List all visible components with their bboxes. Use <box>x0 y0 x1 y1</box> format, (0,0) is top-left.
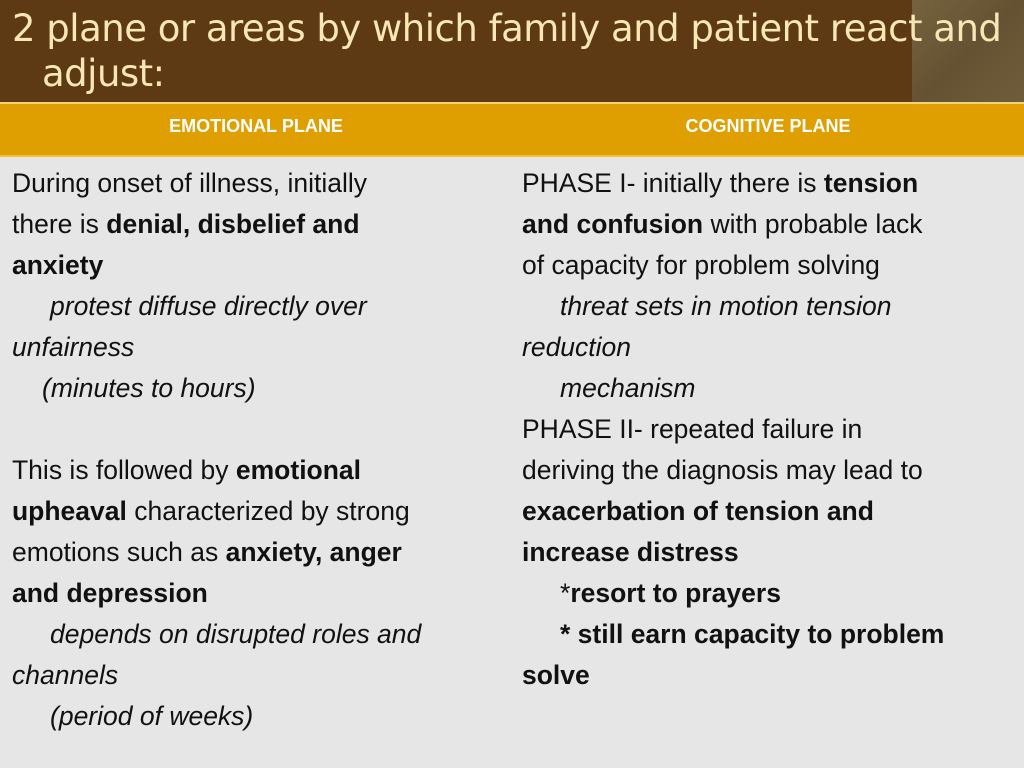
bold-text: emotional <box>235 455 362 485</box>
italic-text: unfairness <box>12 332 135 362</box>
text: PHASE I- initially there is <box>522 168 824 198</box>
text-line <box>522 573 1017 614</box>
text-line <box>12 368 502 409</box>
text: with probable lack <box>703 209 923 239</box>
header-cognitive-plane: COGNITIVE PLANE <box>685 116 851 136</box>
bold-text: and confusion <box>522 209 704 239</box>
emotional-plane-cell <box>12 163 502 737</box>
text-line <box>522 204 1017 245</box>
bold-text: and depression <box>12 578 208 608</box>
italic-text: mechanism <box>560 373 696 403</box>
header-emotional-plane: EMOTIONAL PLANE <box>169 116 343 136</box>
text: This is followed by <box>12 455 236 485</box>
text-line <box>12 286 502 327</box>
bold-text: anxiety, anger <box>225 537 402 567</box>
text: there is <box>12 209 107 239</box>
table-header <box>0 104 1024 157</box>
italic-text: depends on disrupted roles and <box>50 619 422 649</box>
text-line <box>522 491 1017 532</box>
text-line <box>12 696 502 737</box>
blank-line <box>12 409 502 450</box>
text: deriving the diagnosis may lead to <box>522 455 923 485</box>
text-line <box>12 573 502 614</box>
bold-text: denial, disbelief and <box>106 209 360 239</box>
text-line <box>12 163 502 204</box>
text-line <box>522 327 1017 368</box>
text-line <box>522 614 1017 655</box>
title-bar <box>0 0 1024 102</box>
slide-title <box>12 6 1012 96</box>
title-line-1: 2 plane or areas by which family and patient react and <box>12 7 1002 50</box>
text-line <box>522 409 1017 450</box>
text: of capacity for problem solving <box>522 250 880 280</box>
text-line <box>12 614 502 655</box>
italic-text: channels <box>12 660 119 690</box>
title-line-2: adjust: <box>42 52 165 95</box>
text-line <box>12 450 502 491</box>
text-line <box>12 532 502 573</box>
text: PHASE II- repeated failure in <box>522 414 863 444</box>
text-line <box>12 245 502 286</box>
text-line <box>522 163 1017 204</box>
text: During onset of illness, initially <box>12 168 367 198</box>
bold-text: increase distress <box>522 537 739 567</box>
text-line <box>522 450 1017 491</box>
text-line <box>522 368 1017 409</box>
italic-text: protest diffuse directly over <box>50 291 367 321</box>
bold-text: tension <box>823 168 919 198</box>
text-line <box>522 286 1017 327</box>
italic-text: (minutes to hours) <box>42 373 256 403</box>
text-line <box>522 655 1017 696</box>
text-line <box>12 655 502 696</box>
bold-text: resort to prayers <box>570 578 781 608</box>
cognitive-plane-cell <box>522 163 1017 696</box>
italic-text: reduction <box>522 332 632 362</box>
text: * <box>560 578 571 608</box>
italic-text: threat sets in motion tension <box>560 291 892 321</box>
text-line <box>522 245 1017 286</box>
text-line <box>12 327 502 368</box>
text: characterized by strong <box>126 496 410 526</box>
bold-text: upheaval <box>12 496 127 526</box>
text-line <box>12 204 502 245</box>
bold-text: * still earn capacity to problem <box>560 619 945 649</box>
bold-text: solve <box>522 660 590 690</box>
bold-text: anxiety <box>12 250 104 280</box>
text-line <box>522 532 1017 573</box>
text: emotions such as <box>12 537 226 567</box>
italic-text: (period of weeks) <box>50 701 254 731</box>
bold-text: exacerbation of tension and <box>522 496 874 526</box>
text-line <box>12 491 502 532</box>
